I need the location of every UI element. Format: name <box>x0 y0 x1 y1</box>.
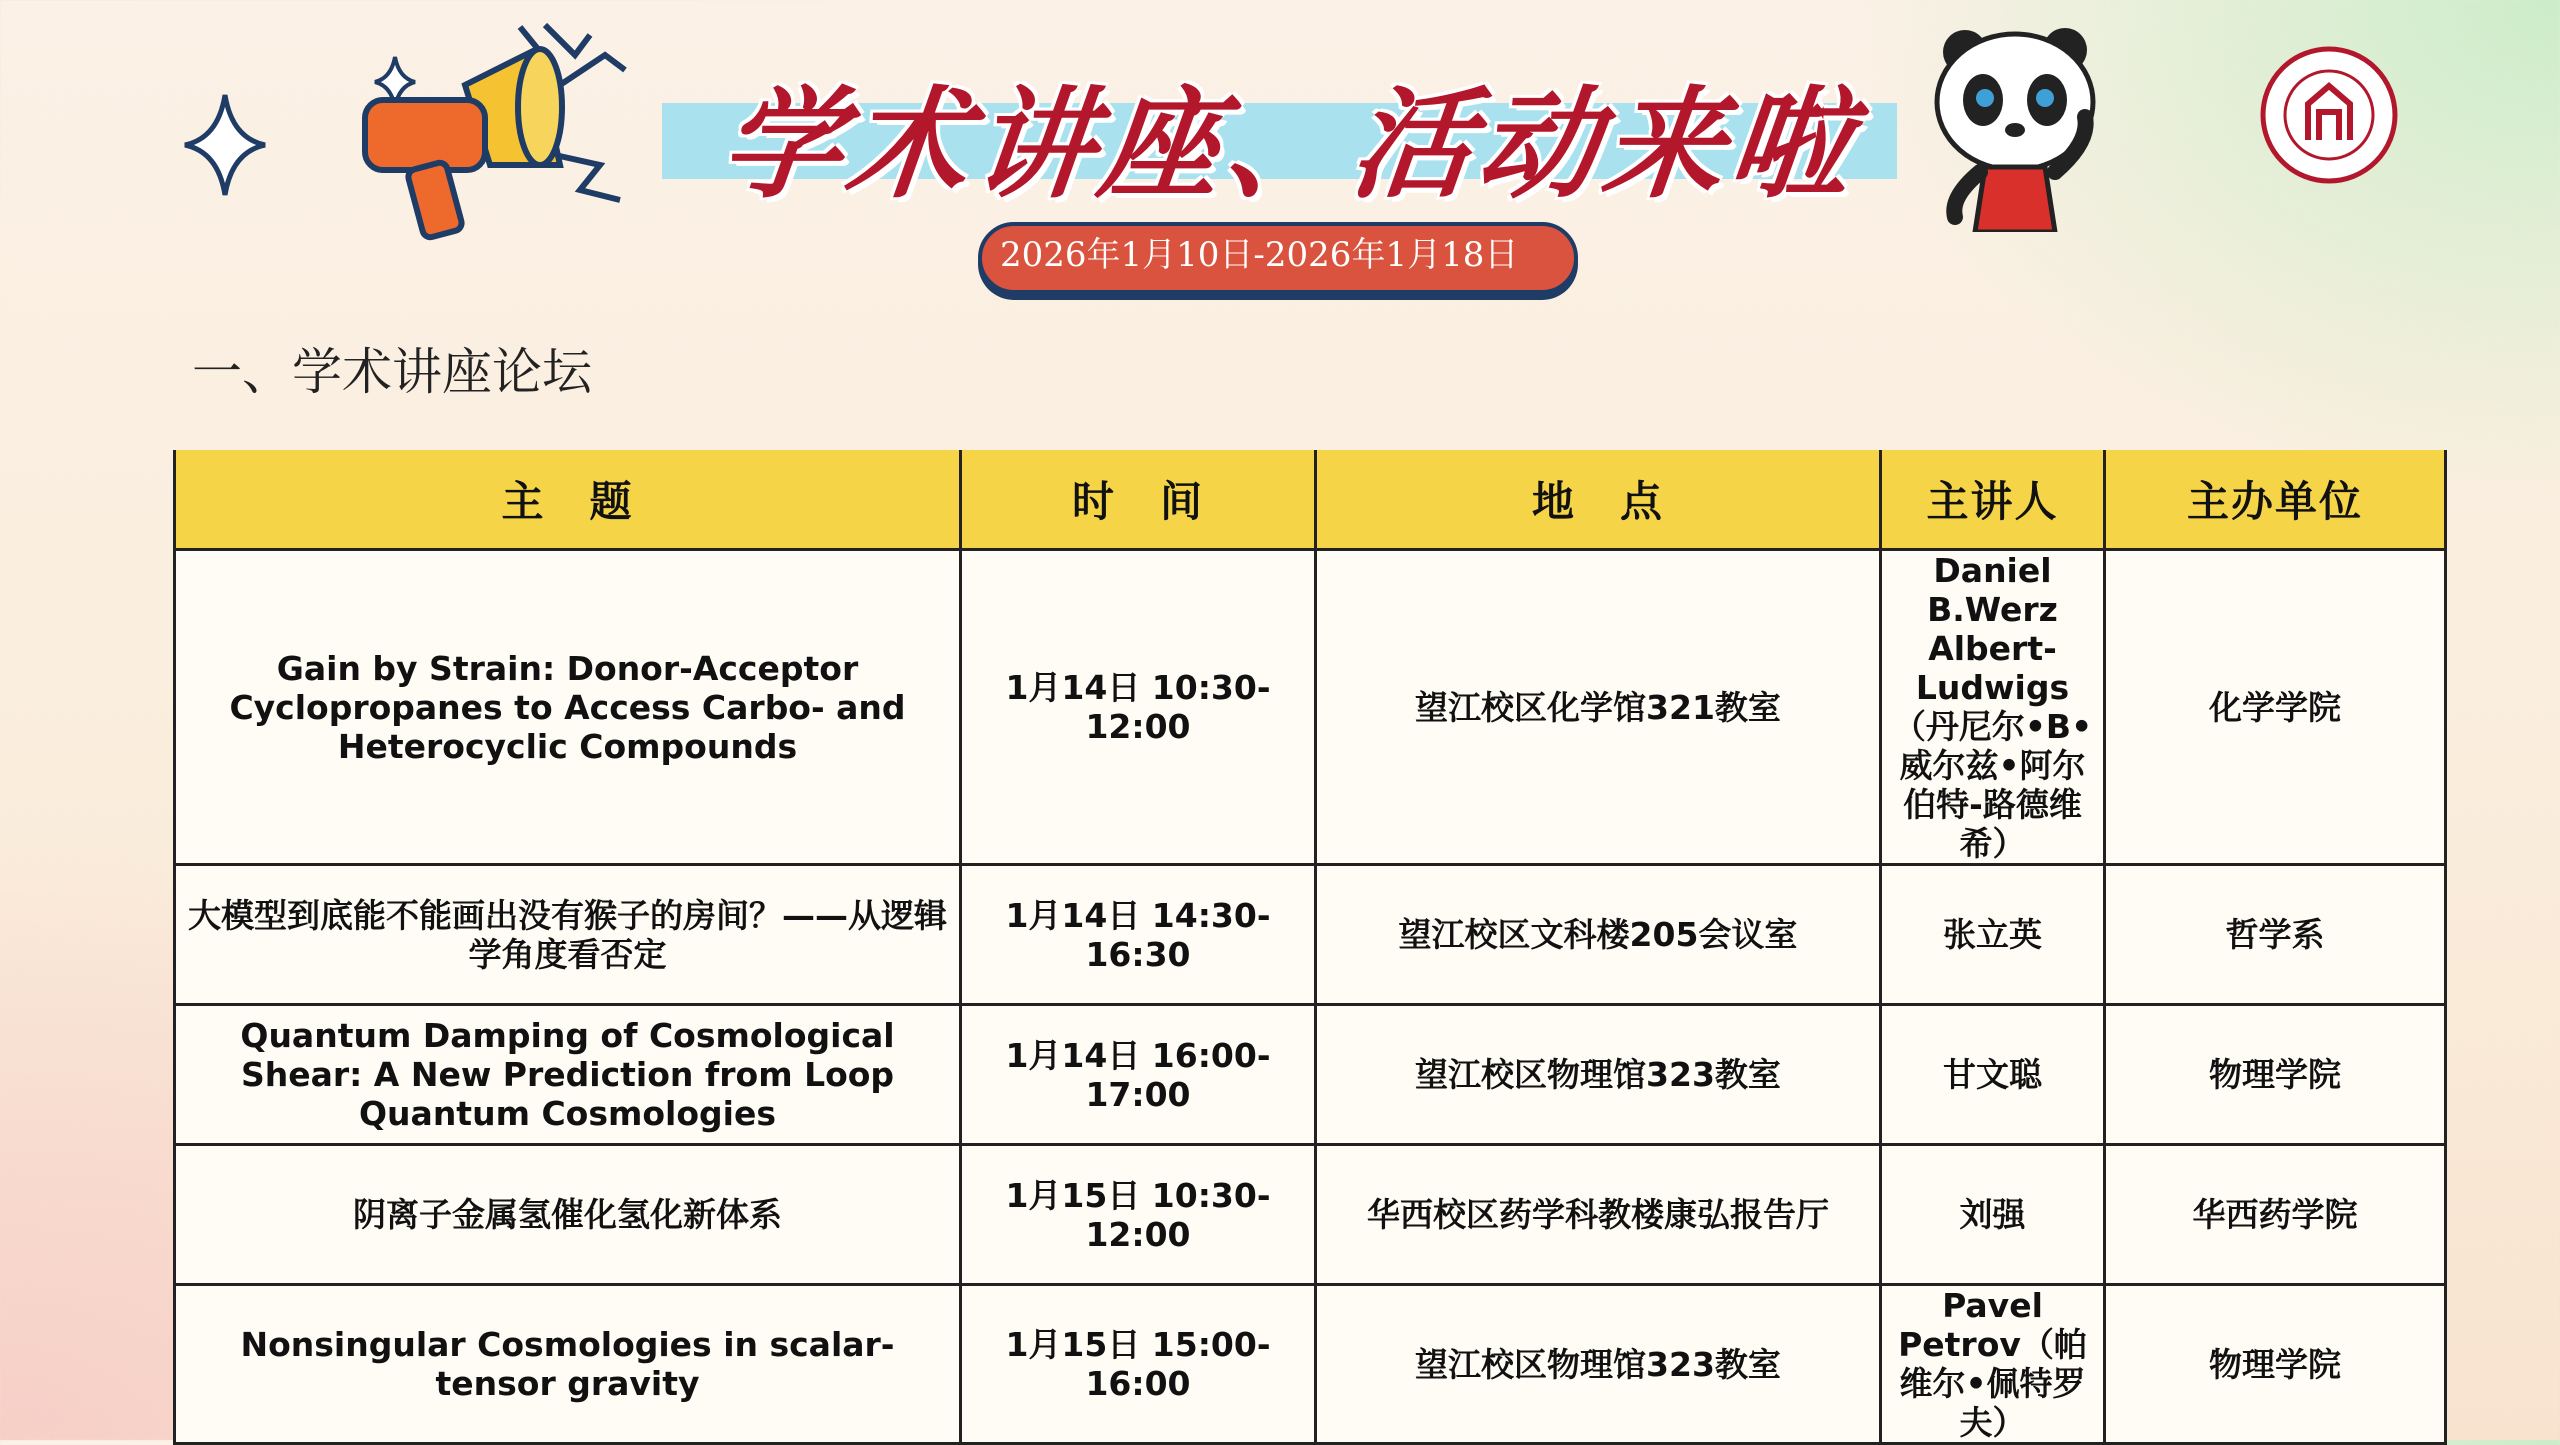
table-row <box>175 1005 2446 1145</box>
cell-organizer: 华西药学院 <box>2105 1145 2446 1285</box>
cell-time: 1月14日 10:30-12:00 <box>961 550 1316 865</box>
cell-topic: 大模型到底能不能画出没有猴子的房间？——从逻辑学角度看否定 <box>175 865 961 1005</box>
table-row <box>175 1285 2446 1444</box>
cell-speaker: 刘强 <box>1881 1145 2105 1285</box>
cell-speaker: Daniel B.Werz Albert-Ludwigs（丹尼尔•B•威尔兹•阿尔伯特-路德维希） <box>1881 550 2105 865</box>
table-row <box>175 550 2446 865</box>
lecture-schedule-table <box>173 450 2447 1445</box>
cell-time: 1月14日 16:00-17:00 <box>961 1005 1316 1145</box>
cell-speaker: 张立英 <box>1881 865 2105 1005</box>
section-title: 一、学术讲座论坛 <box>192 343 592 401</box>
university-seal <box>2258 44 2400 186</box>
cell-topic: Gain by Strain: Donor-Acceptor Cyclopropanes to Access Carbo- and Heterocyclic Compounds <box>175 550 961 865</box>
cell-speaker: 甘文聪 <box>1881 1005 2105 1145</box>
cell-time: 1月15日 15:00-16:00 <box>961 1285 1316 1444</box>
cell-time: 1月15日 10:30-12:00 <box>961 1145 1316 1285</box>
table-row <box>175 1145 2446 1285</box>
table-row <box>175 865 2446 1005</box>
header-time: 时 间 <box>961 450 1316 550</box>
date-range-badge: 2026年1月10日-2026年1月18日 <box>978 222 1578 294</box>
cell-topic: Quantum Damping of Cosmological Shear: A New Prediction from Loop Quantum Cosmologies <box>175 1005 961 1145</box>
cell-organizer: 物理学院 <box>2105 1285 2446 1444</box>
sparkle-icon <box>180 90 270 200</box>
cell-organizer: 哲学系 <box>2105 865 2446 1005</box>
megaphone-icon <box>345 15 635 255</box>
page-title: 学术讲座、活动来啦 <box>714 74 1864 215</box>
table-header-row <box>175 450 2446 550</box>
cell-topic: 阴离子金属氢催化氢化新体系 <box>175 1145 961 1285</box>
header-location: 地 点 <box>1316 450 1881 550</box>
header-topic: 主 题 <box>175 450 961 550</box>
cell-speaker: Pavel Petrov（帕维尔•佩特罗夫） <box>1881 1285 2105 1444</box>
cell-location: 华西校区药学科教楼康弘报告厅 <box>1316 1145 1881 1285</box>
cell-organizer: 化学学院 <box>2105 550 2446 865</box>
cell-organizer: 物理学院 <box>2105 1005 2446 1145</box>
panda-mascot <box>1925 22 2115 232</box>
cell-location: 望江校区物理馆323教室 <box>1316 1005 1881 1145</box>
cell-topic: Nonsingular Cosmologies in scalar-tensor gravity <box>175 1285 961 1444</box>
header-speaker: 主讲人 <box>1881 450 2105 550</box>
cell-location: 望江校区物理馆323教室 <box>1316 1285 1881 1444</box>
cell-location: 望江校区文科楼205会议室 <box>1316 865 1881 1005</box>
header-organizer: 主办单位 <box>2105 450 2446 550</box>
cell-location: 望江校区化学馆321教室 <box>1316 550 1881 865</box>
cell-time: 1月14日 14:30-16:30 <box>961 865 1316 1005</box>
